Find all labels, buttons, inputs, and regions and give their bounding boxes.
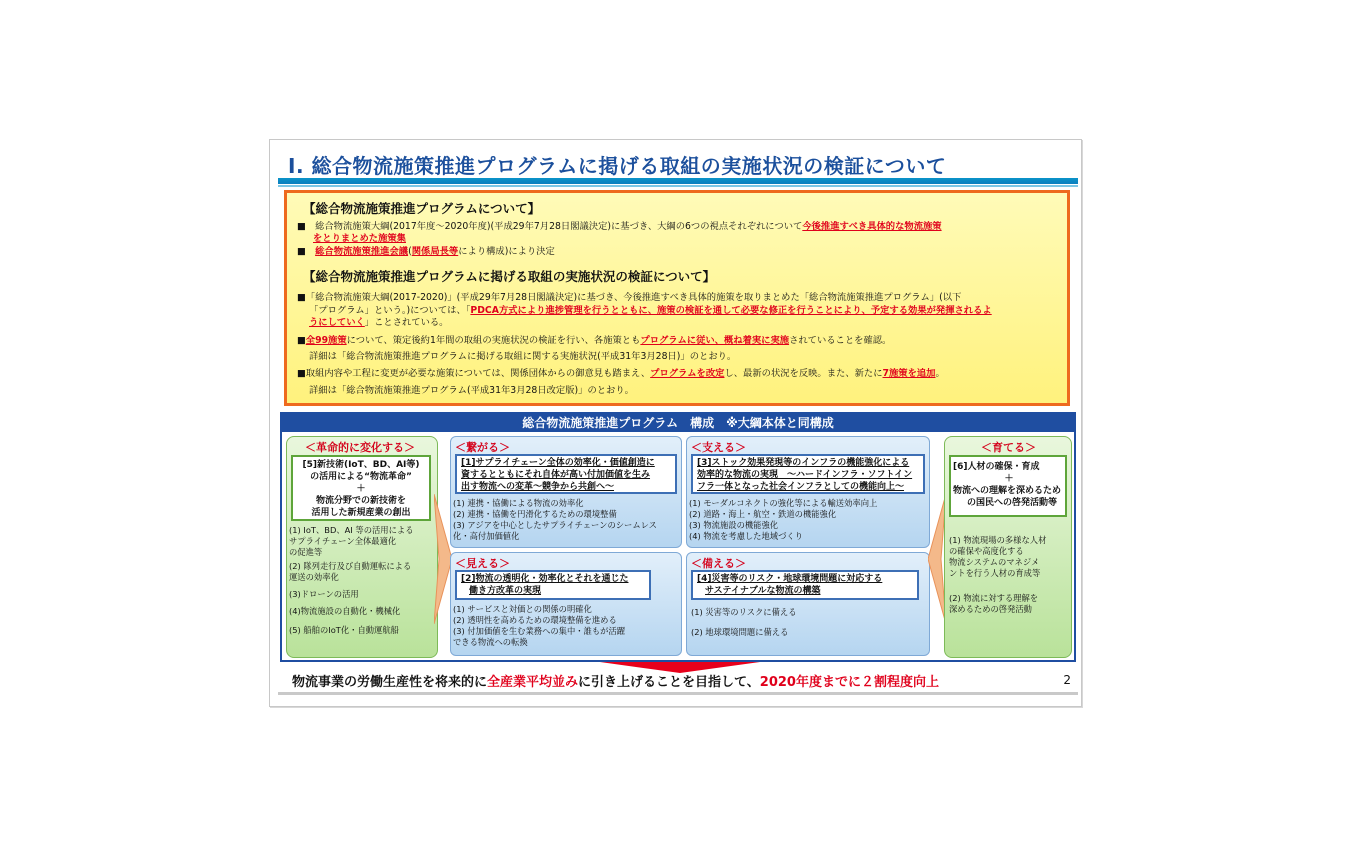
summary-heading-2: 【総合物流施策推進プログラムに掲げる取組の実施状況の検証について】: [303, 269, 716, 284]
list-item: (3) アジアを中心としたサプライチェーンのシームレス: [453, 520, 657, 530]
summary-box: [284, 190, 1070, 406]
summary-heading-1: 【総合物流施策推進プログラムについて】: [303, 201, 541, 216]
list-item: 物流システムのマネジメ: [949, 557, 1040, 567]
summary-p1a: ■「総合物流施策大綱(2017-2020)」(平成29年7月28日閣議決定)に基づき、今後推進すべき具体的施策を取りまとめた「総合物流施策推進プログラム」(以下: [297, 292, 962, 303]
summary-p1c: うにしていく」ことされている。: [309, 317, 449, 328]
summary-line-1b: をとりまとめた施策集: [313, 233, 406, 244]
column-revolution: [286, 436, 438, 658]
bottom-divider: [278, 692, 1078, 695]
list-item: (2) 道路・海上・航空・鉄道の機能強化: [689, 509, 837, 519]
list-item: (3) 物流施設の機能強化: [689, 520, 779, 530]
list-item: ントを行う人材の育成等: [949, 568, 1041, 578]
structure-header: 総合物流施策推進プログラム 構成 ※大綱本体と同構成: [282, 414, 1074, 432]
summary-line-1: ■ 総合物流施策大綱(2017年度～2020年度)(平成29年7月28日閣議決定)に基づき、大綱の6つの視点それぞれについて今後推進すべき具体的な物流施策: [297, 221, 942, 232]
label-visible: ＜見える＞: [455, 557, 510, 570]
summary-p3d: 詳細は「総合物流施策推進プログラム(平成31年3月28日改定版)」のとおり。: [309, 385, 634, 396]
summary-p1b: 「プログラム」という。)については、「PDCA方式により進捗管理を行うとともに、施策の検証を通して必要な修正を行うことにより、予定する効果が発揮されるよ: [309, 305, 992, 316]
list-item: の確保や高度化する: [949, 546, 1024, 556]
label-support: ＜支える＞: [691, 441, 746, 454]
list-item: (3) 付加価値を生む業務への集中・誰もが活躍: [453, 626, 626, 636]
list-visible: [453, 604, 625, 648]
list-item: (1) モーダルコネクトの強化等による輸送効率向上: [689, 498, 878, 508]
frame-connect: [1]サプライチェーン全体の効率化・価値創造に 資するとともにそれ自体が高い付加価値を生み 出す物流への変革～競争から共創へ～: [455, 454, 677, 494]
list-nurture: [949, 535, 1046, 615]
list-item: 深めるための啓発活動: [949, 604, 1032, 614]
frame-prepare: [4]災害等のリスク・地球環境問題に対応する サステイナブルな物流の構築: [691, 570, 919, 600]
box-revolution: [5]新技術(IoT、BD、AI等) の活用による“物流革命” ＋ 物流分野での新技術を 活用した新規産業の創出: [291, 455, 431, 521]
list-item: (1) IoT、BD、AI 等の活用による: [289, 525, 414, 535]
list-item: (4)物流施設の自動化・機械化: [289, 606, 401, 616]
list-prepare: [691, 607, 797, 638]
goal-statement: 物流事業の労働生産性を将来的に全産業平均並みに引き上げることを目指して、2020年度までに２割程度向上: [292, 675, 939, 690]
list-revolution: [289, 525, 414, 636]
box-connect: [450, 436, 682, 548]
slide-title: Ⅰ. 総合物流施策推進プログラムに掲げる取組の実施状況の検証について: [288, 154, 947, 178]
box-support: [686, 436, 930, 548]
list-item: (1) 連携・協働による物流の効率化: [453, 498, 584, 508]
list-item: できる物流への転換: [453, 637, 528, 647]
box-nurture: [6]人材の確保・育成 ＋ 物流への理解を深めるため の国民への啓発活動等: [949, 455, 1067, 517]
summary-line-2: ■ 総合物流施策推進会議(関係局長等により構成)により決定: [297, 246, 555, 257]
column-nurture: [944, 436, 1072, 658]
box-visible: [450, 552, 682, 656]
list-item: (2) 物流に対する理解を: [949, 593, 1039, 603]
slide: [269, 139, 1082, 707]
structure-frame: [280, 412, 1076, 662]
list-item: (1) 物流現場の多様な人材: [949, 535, 1047, 545]
label-prepare: ＜備える＞: [691, 557, 746, 570]
label-connect: ＜繋がる＞: [455, 441, 510, 454]
list-support: [689, 498, 877, 542]
list-item: (3)ドローンの活用: [289, 589, 359, 599]
list-item: (4) 物流を考慮した地域づくり: [689, 531, 803, 541]
list-item: (2) 透明性を高めるための環境整備を進める: [453, 615, 617, 625]
list-item: (5) 船舶のIoT化・自動運航船: [289, 625, 399, 635]
list-item: (2) 地球環境問題に備える: [691, 627, 789, 637]
list-item: (2) 隊列走行及び自動運転による: [289, 561, 412, 571]
box-prepare: [686, 552, 930, 656]
list-item: (1) 災害等のリスクに備える: [691, 607, 797, 617]
list-item: 化・高付加価値化: [453, 531, 520, 541]
list-item: (2) 連携・協働を円滑化するための環境整備: [453, 509, 617, 519]
label-revolution: ＜革命的に変化する＞: [305, 441, 415, 454]
label-nurture: ＜育てる＞: [981, 441, 1036, 454]
list-connect: [453, 498, 657, 542]
list-item: (1) サービスと対価との関係の明確化: [453, 604, 592, 614]
page-number: 2: [1063, 673, 1071, 687]
title-underline: [278, 178, 1078, 184]
summary-p2d: 詳細は「総合物流施策推進プログラムに掲げる取組に関する実施状況(平成31年3月28日)」のとおり。: [309, 351, 737, 362]
summary-p2a: ■全99施策について、策定後約1年間の取組の実施状況の検証を行い、各施策ともプログラムに従い、概ね着実に実施されていることを確認。: [297, 335, 892, 346]
summary-p3a: ■取組内容や工程に変更が必要な施策については、関係団体からの御意見も踏まえ、プログラムを改定し、最新の状況を反映。また、新たに7施策を追加。: [297, 368, 945, 379]
title-underline-light: [278, 185, 1078, 187]
list-item: 運送の効率化: [289, 572, 339, 582]
list-item: サプライチェーン全体最適化: [289, 536, 397, 546]
frame-visible: [2]物流の透明化・効率化とそれを通じた 働き方改革の実現: [455, 570, 651, 600]
frame-support: [3]ストック効果発現等のインフラの機能強化による 効率的な物流の実現 ～ハードインフラ・ソフトイン フラ一体となった社会インフラとしての機能向上～: [691, 454, 925, 494]
list-item: の促進等: [289, 547, 323, 557]
